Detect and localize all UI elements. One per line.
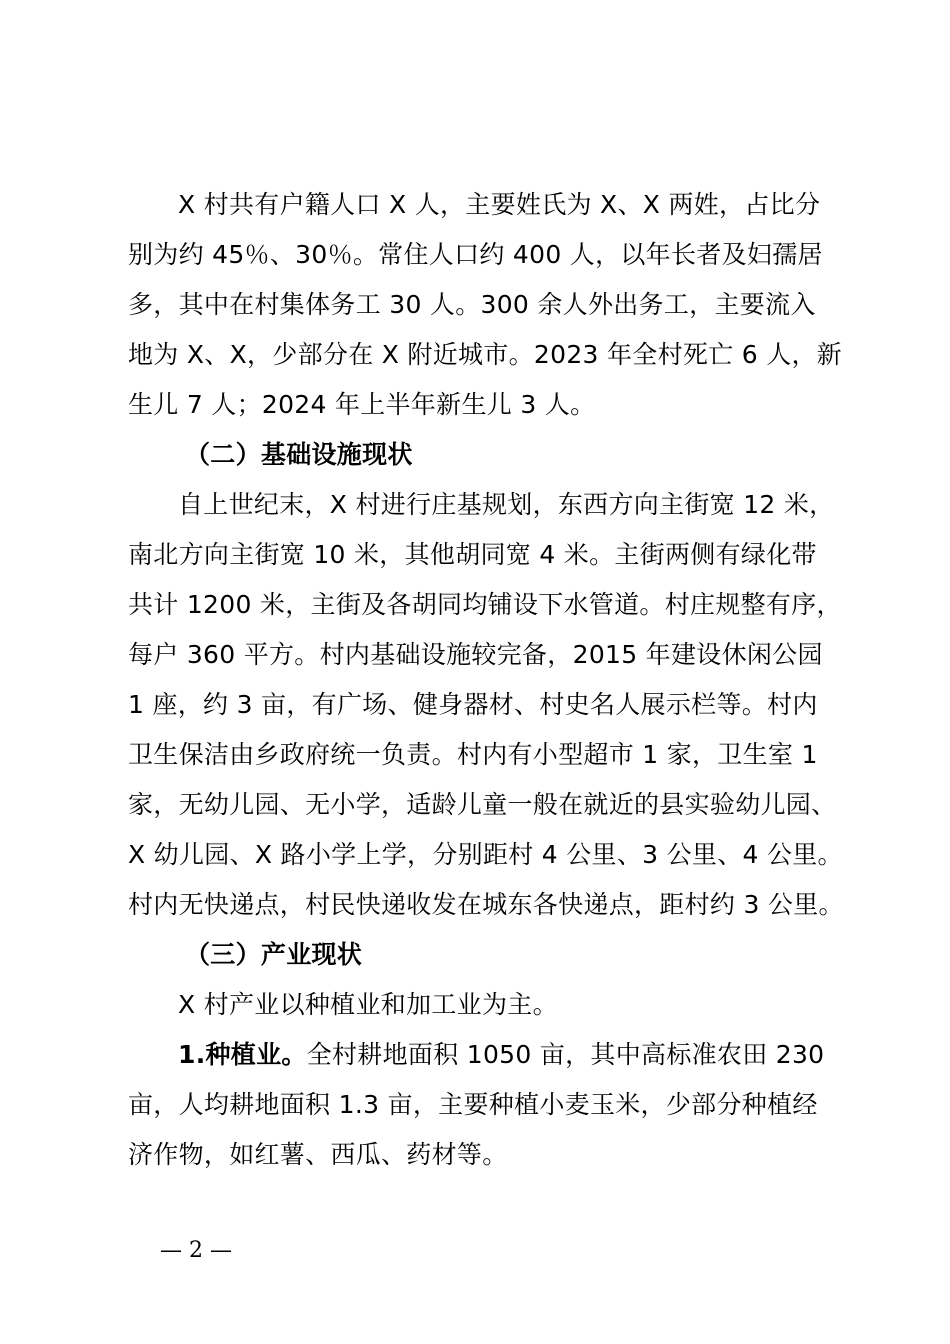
paragraph-1-line-2: 别为约 45％、30％。常住人口约 400 人，以年长者及妇孺居 xyxy=(128,240,823,269)
paragraph-2-line-9: 村内无快递点，村民快递收发在城东各快递点，距村约 3 公里。 xyxy=(128,890,844,919)
page-number: — 2 — xyxy=(160,1238,232,1263)
paragraph-1-line-4: 地为 X、X，少部分在 X 附近城市。2023 年全村死亡 6 人，新 xyxy=(128,340,843,369)
paragraph-4-line-1-rest: 全村耕地面积 1050 亩，其中高标准农田 230 xyxy=(306,1040,825,1069)
paragraph-2-line-3: 共计 1200 米，主街及各胡同均铺设下水管道。村庄规整有序， xyxy=(128,590,842,619)
paragraph-1-line-1: X 村共有户籍人口 X 人，主要姓氏为 X、X 两姓，占比分 xyxy=(178,190,821,219)
paragraph-4-line-1 xyxy=(178,1040,888,1070)
paragraph-1-line-3: 多，其中在村集体务工 30 人。300 余人外出务工，主要流入 xyxy=(128,290,816,319)
paragraph-1-line-5: 生儿 7 人；2024 年上半年新生儿 3 人。 xyxy=(128,390,596,419)
section-heading-industry: （三）产业现状 xyxy=(185,940,363,969)
paragraph-2-line-5: 1 座，约 3 亩，有广场、健身器材、村史名人展示栏等。村内 xyxy=(128,690,818,719)
paragraph-4-lead: 1.种植业。 xyxy=(178,1040,307,1069)
section-heading-infrastructure: （二）基础设施现状 xyxy=(185,440,413,469)
paragraph-4-line-3: 济作物，如红薯、西瓜、药材等。 xyxy=(128,1140,508,1169)
paragraph-4-line-2: 亩，人均耕地面积 1.3 亩，主要种植小麦玉米，少部分种植经 xyxy=(128,1090,818,1119)
paragraph-2-line-4: 每户 360 平方。村内基础设施较完备，2015 年建设休闲公园 xyxy=(128,640,823,669)
paragraph-2-line-8: X 幼儿园、X 路小学上学，分别距村 4 公里、3 公里、4 公里。 xyxy=(128,840,843,869)
paragraph-2-line-7: 家，无幼儿园、无小学，适龄儿童一般在就近的县实验幼儿园、 xyxy=(128,790,837,819)
paragraph-3: X 村产业以种植业和加工业为主。 xyxy=(178,990,558,1019)
paragraph-2-line-2: 南北方向主街宽 10 米，其他胡同宽 4 米。主街两侧有绿化带 xyxy=(128,540,817,569)
paragraph-2-line-1: 自上世纪末，X 村进行庄基规划，东西方向主街宽 12 米， xyxy=(178,490,835,519)
paragraph-2-line-6: 卫生保洁由乡政府统一负责。村内有小型超市 1 家，卫生室 1 xyxy=(128,740,818,769)
